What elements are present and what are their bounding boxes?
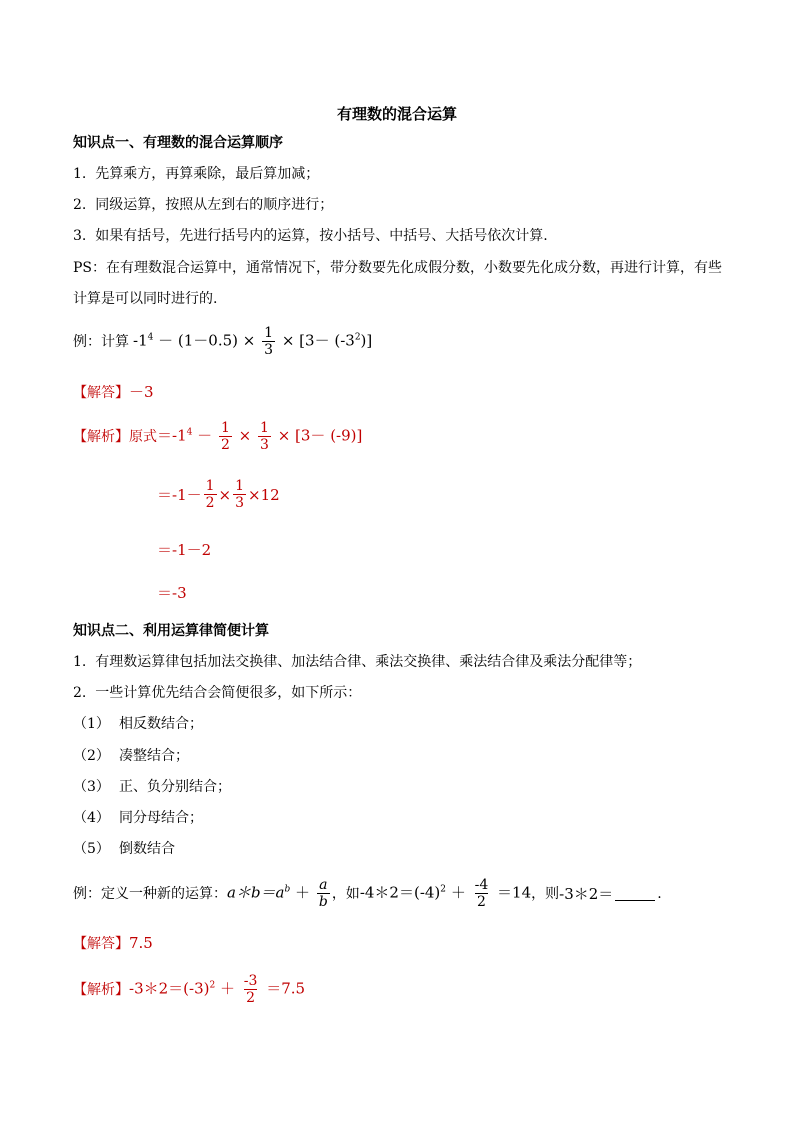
example1-expr-a-exp: 4 xyxy=(147,332,154,343)
an-fraction xyxy=(242,973,260,1006)
ex-def-fraction xyxy=(317,877,330,910)
answer2-line xyxy=(73,933,153,954)
answer1-value: －3 xyxy=(129,383,154,401)
fraction-numerator: 1 xyxy=(264,325,274,341)
step1-b: － xyxy=(197,426,213,445)
fraction-numerator: -3 xyxy=(243,973,258,989)
ex-tail: ，则 xyxy=(531,885,560,902)
example1-expression xyxy=(133,325,372,358)
example2-definition xyxy=(227,877,332,910)
an-b: ＋ xyxy=(220,979,236,998)
analysis1-line xyxy=(73,420,362,453)
sub-item-number: （2） xyxy=(73,748,110,764)
sub-item-text: 正、负分别结合； xyxy=(119,779,231,795)
ex-calc-c: ＝14 xyxy=(497,883,532,902)
section1-item-2: 2. 同级运算，按照从左到右的顺序进行； xyxy=(73,197,334,213)
analysis2-label: 【解析】 xyxy=(73,981,129,998)
fraction-numerator: 1 xyxy=(260,420,269,436)
sub-item-4 xyxy=(73,808,203,828)
answer-blank xyxy=(615,886,655,901)
an-a: -3＊2＝(-3) xyxy=(129,979,210,998)
fraction-numerator: a xyxy=(319,877,328,893)
section1-item-1: 1. 先算乘方，再算乘除，最后算加减； xyxy=(73,166,320,182)
sub-item-text: 倒数结合 xyxy=(119,841,175,857)
answer1-label: 【解答】 xyxy=(73,385,129,401)
step2-fraction-2 xyxy=(233,478,246,511)
sub-item-number: （5） xyxy=(73,841,110,857)
analysis1-step1 xyxy=(157,420,362,453)
sub-item-1 xyxy=(73,714,203,734)
ex-mid: ，如 xyxy=(331,885,360,902)
sub-item-number: （4） xyxy=(73,810,110,826)
example2-line xyxy=(73,877,662,910)
step1-d: × [3－ (-9)] xyxy=(277,426,363,445)
ex-calc-fraction xyxy=(473,877,491,910)
sub-item-2 xyxy=(73,746,189,766)
fraction-denominator: 2 xyxy=(220,437,230,453)
section1-heading: 知识点一、有理数的混合运算顺序 xyxy=(73,135,283,151)
analysis1-prefix: 原式 xyxy=(129,428,157,445)
step1-fraction-1 xyxy=(219,420,232,453)
fraction-denominator: 3 xyxy=(264,342,274,358)
fraction-numerator: 1 xyxy=(220,420,230,436)
sub-item-5 xyxy=(73,839,175,859)
step1-a: ＝-1 xyxy=(157,426,187,445)
ex-calc-b: ＋ xyxy=(450,883,466,902)
answer2-label: 【解答】 xyxy=(73,936,129,952)
analysis1-step3: ＝-1－2 xyxy=(157,541,212,559)
ps-note-line1: PS：在有理数混合运算中，通常情况下，带分数要先化成假分数，小数要先化成分数，再进行计算，有些 xyxy=(73,260,723,276)
step2-c: ×12 xyxy=(248,485,280,504)
ps-note-line2: 计算是可以同时进行的. xyxy=(73,291,218,307)
ex-end: . xyxy=(657,885,662,902)
analysis1-step4: ＝-3 xyxy=(157,584,187,602)
fraction-numerator: -4 xyxy=(474,877,489,893)
step1-a-exp: 4 xyxy=(186,427,193,438)
example1-prefix: 例：计算 xyxy=(73,333,129,350)
fraction-denominator: 3 xyxy=(260,437,269,453)
example1-fraction xyxy=(262,325,275,358)
example1-expr-c: × [3－ (-3 xyxy=(281,331,355,350)
ex-calc-a-exp: 2 xyxy=(440,884,447,895)
fraction-denominator: 2 xyxy=(205,495,215,511)
example1-expr-a: -1 xyxy=(133,331,148,350)
fraction-denominator: b xyxy=(318,894,328,910)
example1-expr-b: － (1－0.5) × xyxy=(158,331,256,350)
answer2-value: 7.5 xyxy=(129,934,153,952)
section2-heading: 知识点二、利用运算律简便计算 xyxy=(73,623,269,639)
analysis2-expression xyxy=(129,973,305,1006)
an-c: ＝7.5 xyxy=(266,979,306,998)
ex-def-a-exp: b xyxy=(284,884,291,895)
sub-item-text: 凑整结合； xyxy=(119,748,189,764)
sub-item-number: （1） xyxy=(73,716,110,732)
example1-expr-d: )] xyxy=(360,331,373,350)
fraction-numerator: 1 xyxy=(235,478,245,494)
fraction-denominator: 2 xyxy=(476,894,486,910)
an-a-exp: 2 xyxy=(209,980,216,991)
ex-calc-a: -4＊2＝(-4) xyxy=(359,883,441,902)
analysis2-line xyxy=(73,973,305,1006)
example1-expr-c-exp: 2 xyxy=(354,332,361,343)
section1-item-3: 3. 如果有括号，先进行括号内的运算，按小括号、中括号、大括号依次计算. xyxy=(73,228,548,244)
example2-calc xyxy=(360,877,531,910)
step2-b: × xyxy=(218,485,232,504)
fraction-denominator: 2 xyxy=(246,990,256,1006)
sub-item-text: 同分母结合； xyxy=(119,810,203,826)
page-title: 有理数的混合运算 xyxy=(337,105,458,123)
step1-fraction-2 xyxy=(258,420,271,453)
analysis1-label: 【解析】 xyxy=(73,428,129,445)
answer1-line xyxy=(73,382,154,403)
sub-item-3 xyxy=(73,777,231,797)
fraction-denominator: 3 xyxy=(235,495,245,511)
ex-def-a: a＊b＝a xyxy=(227,883,285,902)
sub-item-text: 相反数结合； xyxy=(119,716,203,732)
analysis1-step2 xyxy=(157,478,280,511)
sub-item-number: （3） xyxy=(73,779,110,795)
section2-item-1: 1. 有理数运算律包括加法交换律、加法结合律、乘法交换律、乘法结合律及乘法分配律等； xyxy=(73,654,642,670)
step1-c: × xyxy=(238,426,252,445)
step2-a: ＝-1－ xyxy=(157,485,202,504)
fraction-numerator: 1 xyxy=(205,478,215,494)
ex-question: -3＊2＝ xyxy=(559,884,614,903)
example2-prefix: 例：定义一种新的运算： xyxy=(73,885,227,902)
example1-line xyxy=(73,325,372,358)
section2-item-2: 2. 一些计算优先结合会简便很多，如下所示： xyxy=(73,685,362,701)
ex-def-b: ＋ xyxy=(295,883,311,902)
step2-fraction-1 xyxy=(204,478,217,511)
